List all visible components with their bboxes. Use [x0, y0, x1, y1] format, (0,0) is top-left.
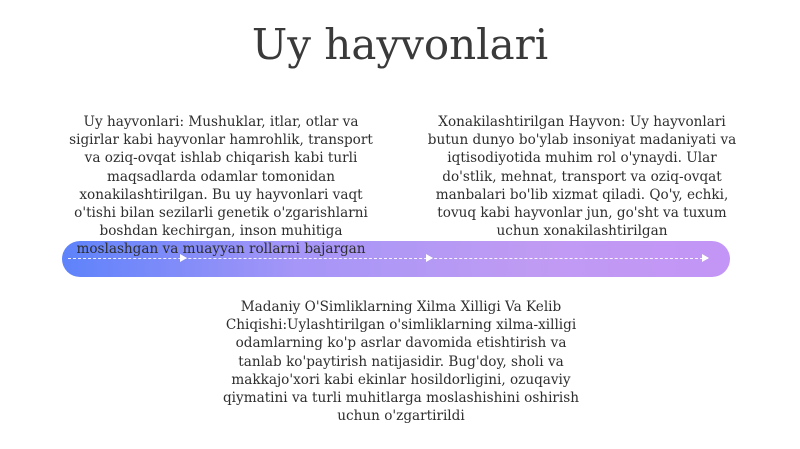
slide-title: Uy hayvonlari [251, 20, 549, 69]
text-block-cultivated-plants: Madaniy O'Simliklarning Xilma Xilligi Va Kelib Chiqishi:Uylashtirilgan o'simliklarning xilma-xilligi odamlarning ko'p asrlar davomida etishtirish va tanlab ko'paytirish natijasidir. Bug'doy, sholi va makkajo'xori kabi ekinlar hosildorligini, ozuqaviy qiymatini va turli muhitlarga moslashishini oshirish uchun o'zgartirildi [222, 299, 579, 425]
arrow-right-icon [426, 254, 433, 262]
text-block-domestic-animals: Uy hayvonlari: Mushuklar, itlar, otlar va sigirlar kabi hayvonlar hamrohlik, transport va oziq-ovqat ishlab chiqarish kabi turli maqsadlarda odamlar tomonidan xonakilashtirilgan. Bu uy hayvonlari vaqt o'tishi bilan sezilarli genetik o'zgarishlarni boshdan kechirgan, inson muhitiga moslashgan va muayyan rollarni bajargan [69, 114, 373, 258]
text-block-domesticated-animal: Xonakilashtirilgan Hayvon: Uy hayvonlari butun dunyo bo'ylab insoniyat madaniyati va iqtisodiyotida muhim rol o'ynaydi. Ular do'stlik, mehnat, transport va oziq-ovqat manbalari bo'lib xizmat qiladi. Qo'y, echki, tovuq kabi hayvonlar jun, go'sht va tuxum uchun xonakilashtirilgan [427, 114, 737, 240]
arrow-right-icon [702, 254, 709, 262]
